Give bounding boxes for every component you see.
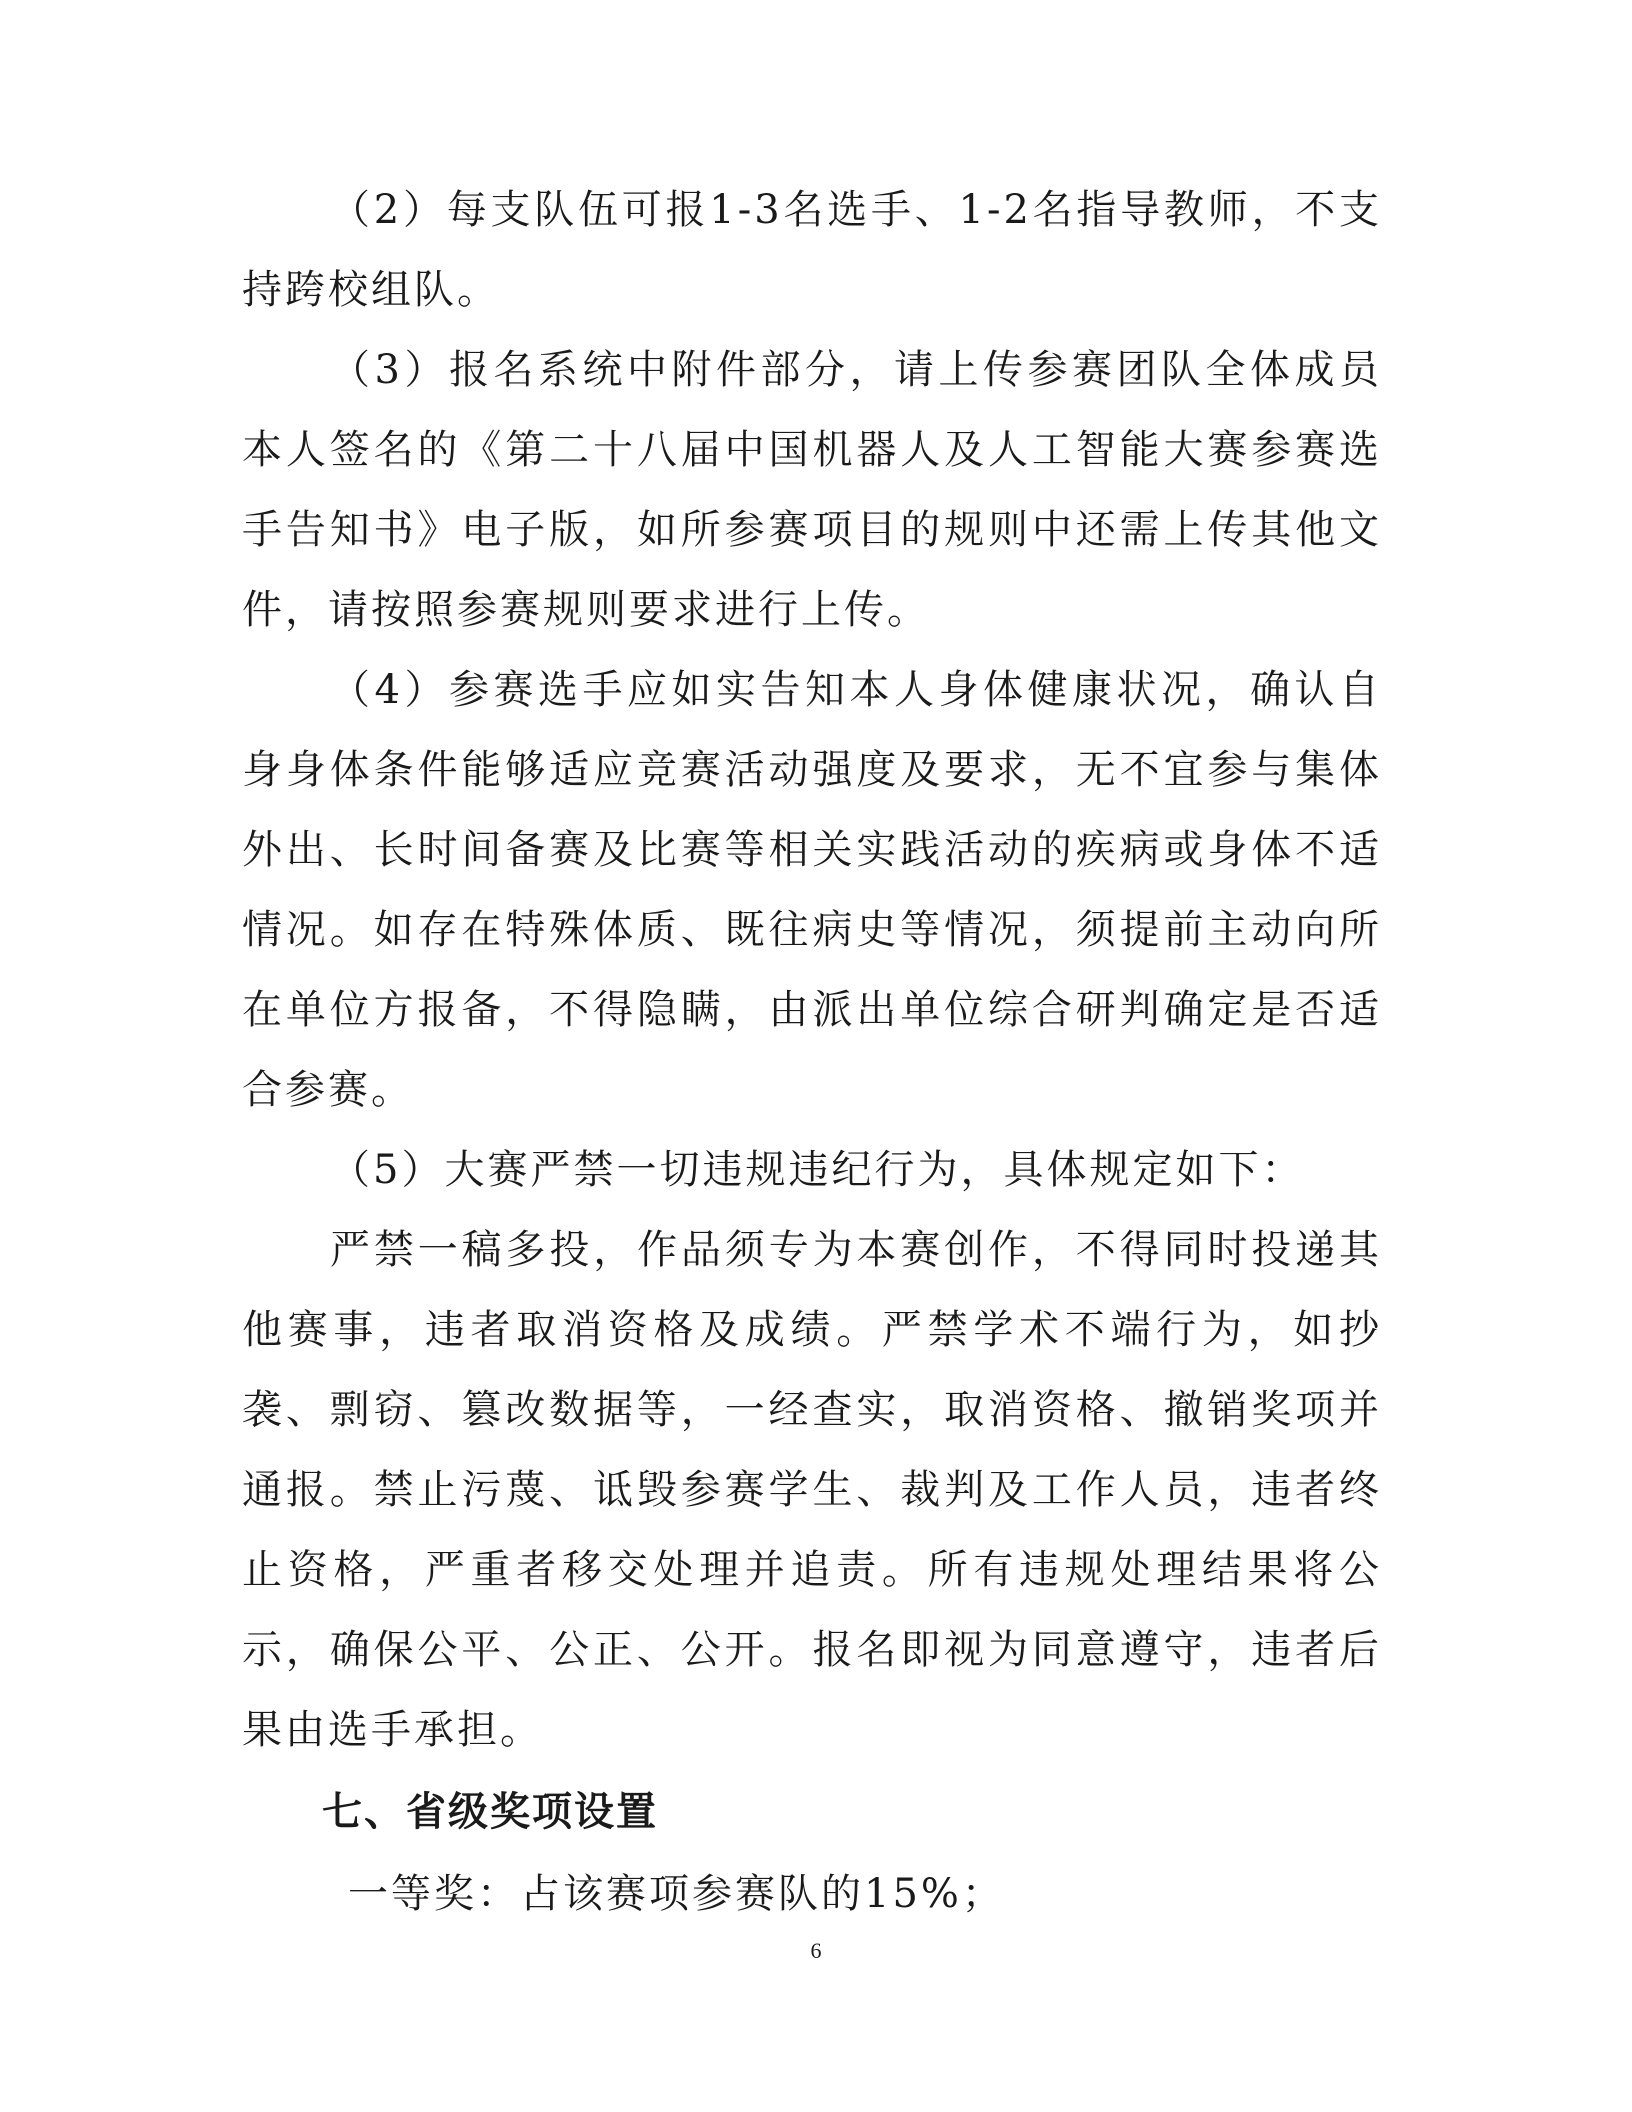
- paragraph-attachments: （3）报名系统中附件部分，请上传参赛团队全体成员本人签名的《第二十八届中国机器人及人工智能大赛参赛选手告知书》电子版，如所参赛项目的规则中还需上传其他文件，请按照参赛规则要求进行上传。: [242, 347, 1382, 633]
- award-first-prize: 一等奖：占该赛项参赛队的15%；: [348, 1871, 1005, 1917]
- body-text: [242, 170, 1382, 1934]
- page-number: 6: [810, 1938, 822, 1963]
- section-heading: 七、省级奖项设置: [322, 1789, 658, 1835]
- paragraph-health: （4）参赛选手应如实告知本人身体健康状况，确认自身身体条件能够适应竞赛活动强度及要求，无不宜参与集体外出、长时间备赛及比赛等相关实践活动的疾病或身体不适情况。如存在特殊体质、既往病史等情况，须提前主动向所在单位方报备，不得隐瞒，由派出单位综合研判确定是否适合参赛。: [242, 667, 1382, 1113]
- paragraph-rules-detail: 严禁一稿多投，作品须专为本赛创作，不得同时投递其他赛事，违者取消资格及成绩。严禁学术不端行为，如抄袭、剽窃、篡改数据等，一经查实，取消资格、撤销奖项并通报。禁止污蔑、诋毁参赛学生、裁判及工作人员，违者终止资格，严重者移交处理并追责。所有违规处理结果将公示，确保公平、公正、公开。报名即视为同意遵守，违者后果由选手承担。: [242, 1227, 1382, 1753]
- paragraph-team-size: （2）每支队伍可报1-3名选手、1-2名指导教师，不支持跨校组队。: [242, 187, 1382, 313]
- paragraph-rules-intro: （5）大赛严禁一切违规违纪行为，具体规定如下：: [330, 1147, 1305, 1193]
